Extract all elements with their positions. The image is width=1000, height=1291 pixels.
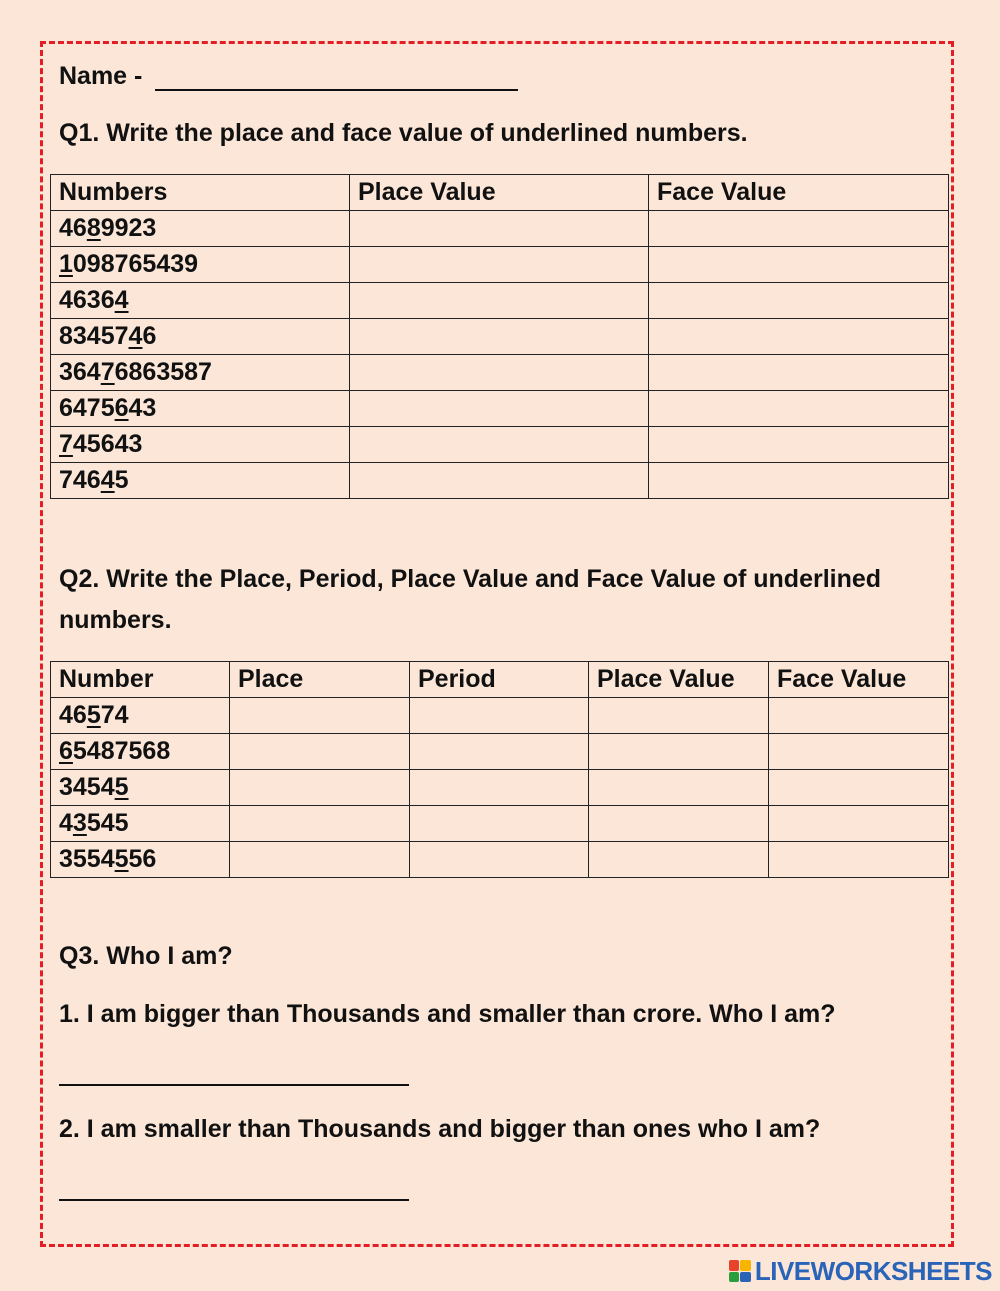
answer-cell[interactable] — [410, 842, 589, 878]
number-digits-before: 4 — [59, 809, 73, 837]
logo-square — [740, 1272, 751, 1283]
number-digits-before: 3554 — [59, 845, 115, 873]
answer-cell[interactable] — [769, 734, 949, 770]
answer-cell[interactable] — [350, 247, 649, 283]
underlined-digit: 7 — [59, 430, 73, 458]
underlined-digit: 6 — [114, 394, 129, 422]
number-digits-before: 83457 — [59, 322, 129, 350]
table-row — [51, 427, 949, 463]
liveworksheets-logo-icon — [729, 1260, 751, 1282]
q3-answer-line-1[interactable] — [59, 1084, 409, 1086]
number-cell — [51, 355, 350, 391]
answer-cell[interactable] — [649, 427, 949, 463]
answer-cell[interactable] — [350, 391, 649, 427]
underlined-digit: 4 — [128, 322, 143, 350]
answer-cell[interactable] — [230, 698, 410, 734]
answer-cell[interactable] — [649, 247, 949, 283]
answer-cell[interactable] — [350, 319, 649, 355]
number-digits-before: 46 — [59, 214, 87, 242]
table-row — [51, 734, 949, 770]
number-digits-before: 46 — [59, 701, 87, 729]
q3-answer-line-2[interactable] — [59, 1199, 409, 1201]
liveworksheets-brand — [729, 1257, 992, 1285]
logo-square — [740, 1260, 751, 1271]
header-place: Place — [230, 662, 410, 698]
q3-item-1: 1. I am bigger than Thousands and smaller than crore. Who I am? — [59, 1000, 836, 1028]
brand-text: LIVEWORKSHEETS — [754, 1256, 992, 1286]
answer-cell[interactable] — [769, 698, 949, 734]
underlined-digit: 5 — [114, 773, 129, 801]
answer-cell[interactable] — [410, 770, 589, 806]
answer-cell[interactable] — [649, 355, 949, 391]
answer-cell[interactable] — [589, 698, 769, 734]
q1-table — [50, 174, 949, 499]
number-digits-before: 3454 — [59, 773, 115, 801]
table-row — [51, 770, 949, 806]
number-cell — [51, 391, 350, 427]
answer-cell[interactable] — [649, 283, 949, 319]
answer-cell[interactable] — [350, 283, 649, 319]
number-cell — [51, 283, 350, 319]
number-digits-after: 74 — [100, 701, 129, 729]
number-digits-before: 364 — [59, 358, 101, 386]
table-header-row — [51, 175, 949, 211]
answer-cell[interactable] — [230, 806, 410, 842]
underlined-digit: 3 — [72, 809, 87, 837]
answer-cell[interactable] — [769, 806, 949, 842]
number-cell — [51, 319, 350, 355]
number-cell — [51, 842, 230, 878]
logo-square — [729, 1272, 740, 1283]
underlined-digit: 4 — [100, 466, 115, 494]
name-answer-line[interactable] — [155, 89, 518, 91]
header-numbers: Numbers — [51, 175, 350, 211]
answer-cell[interactable] — [230, 842, 410, 878]
number-digits-before: 6475 — [59, 394, 115, 422]
number-cell — [51, 734, 230, 770]
table-row — [51, 319, 949, 355]
number-digits-after: 9923 — [100, 214, 157, 242]
q1-title: Q1. Write the place and face value of underlined numbers. — [59, 119, 748, 147]
number-digits-after: 45643 — [72, 430, 143, 458]
answer-cell[interactable] — [410, 806, 589, 842]
underlined-digit: 8 — [86, 214, 101, 242]
q2-title-line2: numbers. — [59, 606, 172, 634]
table-header-row — [51, 662, 949, 698]
number-cell — [51, 247, 350, 283]
answer-cell[interactable] — [230, 770, 410, 806]
number-digits-after: 56 — [128, 845, 157, 873]
q3-title: Q3. Who I am? — [59, 942, 233, 970]
answer-cell[interactable] — [350, 355, 649, 391]
answer-cell[interactable] — [649, 319, 949, 355]
number-digits-after: 5 — [114, 466, 129, 494]
number-digits-before: 4636 — [59, 286, 115, 314]
answer-cell[interactable] — [230, 734, 410, 770]
header-period: Period — [410, 662, 589, 698]
number-digits-after: 6 — [142, 322, 157, 350]
underlined-digit: 5 — [86, 701, 101, 729]
q2-table — [50, 661, 949, 878]
table-row — [51, 391, 949, 427]
table-row — [51, 463, 949, 499]
number-digits-after: 545 — [86, 809, 129, 837]
number-digits-after: 6863587 — [114, 358, 212, 386]
header-place-value: Place Value — [589, 662, 769, 698]
answer-cell[interactable] — [350, 463, 649, 499]
answer-cell[interactable] — [589, 770, 769, 806]
answer-cell[interactable] — [769, 770, 949, 806]
answer-cell[interactable] — [410, 698, 589, 734]
number-cell — [51, 770, 230, 806]
underlined-digit: 5 — [114, 845, 129, 873]
table-row — [51, 211, 949, 247]
number-cell — [51, 698, 230, 734]
underlined-digit: 6 — [59, 737, 73, 765]
number-digits-after: 43 — [128, 394, 157, 422]
answer-cell[interactable] — [589, 734, 769, 770]
table-row — [51, 842, 949, 878]
answer-cell[interactable] — [410, 734, 589, 770]
number-digits-after: 5487568 — [72, 737, 171, 765]
q2-title-line1: Q2. Write the Place, Period, Place Value and Face Value of underlined — [59, 565, 882, 593]
table-row — [51, 698, 949, 734]
answer-cell[interactable] — [649, 463, 949, 499]
answer-cell[interactable] — [769, 842, 949, 878]
number-cell — [51, 427, 350, 463]
table-row — [51, 355, 949, 391]
table-row — [51, 806, 949, 842]
underlined-digit: 7 — [100, 358, 115, 386]
table-row — [51, 283, 949, 319]
header-face-value: Face Value — [649, 175, 949, 211]
number-digits-after: 098765439 — [72, 250, 199, 278]
answer-cell[interactable] — [649, 211, 949, 247]
table-row — [51, 247, 949, 283]
underlined-digit: 4 — [114, 286, 129, 314]
q3-item-2: 2. I am smaller than Thousands and bigger than ones who I am? — [59, 1115, 821, 1143]
answer-cell[interactable] — [649, 391, 949, 427]
number-digits-before: 746 — [59, 466, 101, 494]
logo-square — [729, 1260, 740, 1271]
header-place-value: Place Value — [350, 175, 649, 211]
answer-cell[interactable] — [350, 427, 649, 463]
underlined-digit: 1 — [59, 250, 73, 278]
number-cell — [51, 806, 230, 842]
answer-cell[interactable] — [589, 842, 769, 878]
number-cell — [51, 463, 350, 499]
header-face-value: Face Value — [769, 662, 949, 698]
answer-cell[interactable] — [350, 211, 649, 247]
name-label: Name - — [59, 62, 143, 90]
header-number: Number — [51, 662, 230, 698]
answer-cell[interactable] — [589, 806, 769, 842]
number-cell — [51, 211, 350, 247]
